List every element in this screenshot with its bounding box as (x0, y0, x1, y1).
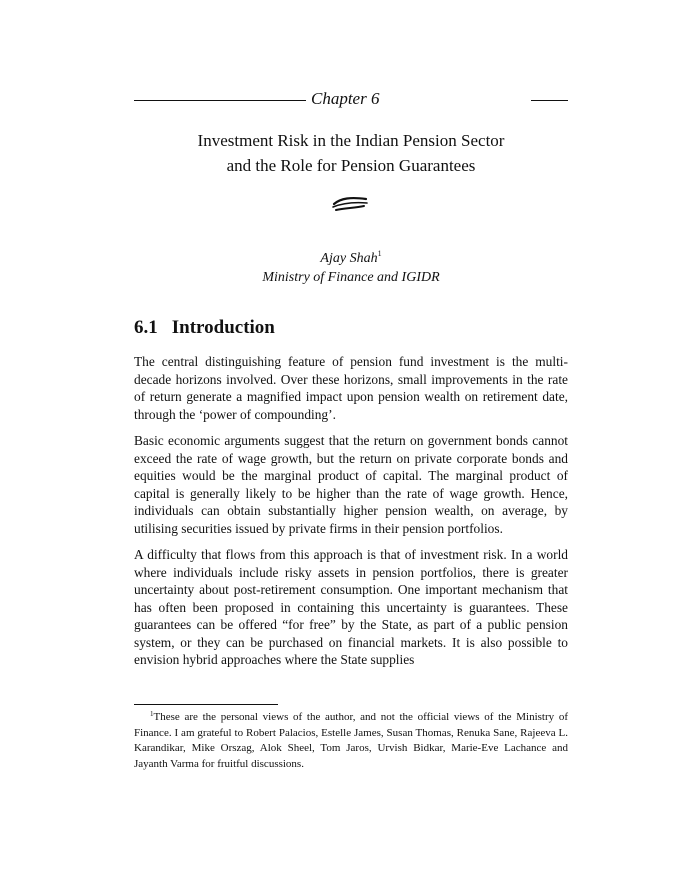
paragraph-1: The central distinguishing feature of pension fund investment is the multi-decade horizons involved. Over these horizons, small improvements in the rate of return generate a magnified impact upon pension wealth on retirement date, through the ‘power of compounding’. (134, 354, 568, 422)
chapter-title-line-1: Investment Risk in the Indian Pension Sector (197, 131, 505, 150)
footnote-text: These are the personal views of the author, and not the official views of the Ministry of Finance. I am grateful to Robert Palacios, Estelle James, Susan Thomas, Renuka Sane, Rajeeva L. Karandikar, Mike Orszag, Alok Sheel, Tom Jaros, Urvish Bidkar, Marie-Eve Lachance and Jayanth Varma for fruitful discussions. (134, 711, 568, 770)
body-text (134, 353, 568, 678)
paragraph-2: Basic economic arguments suggest that the return on government bonds cannot exceed the rate of wage growth, but the return on private corporate bonds and equities would be the marginal product of capital. The marginal product of capital is generally likely to be higher than the rate of wage growth. Hence, individuals can obtain substantially higher pension wealth, on average, by utilising securities issued by private firms in their pension portfolios. (134, 433, 568, 536)
author-name: Ajay Shah (320, 251, 378, 266)
section-title: Introduction (171, 317, 275, 338)
decorative-flourish-icon (331, 195, 369, 213)
footnote-divider (134, 704, 278, 705)
author-block (134, 249, 568, 287)
section-number: 6.1 (134, 317, 158, 338)
author-name-line (134, 249, 568, 268)
chapter-title-line-2: and the Role for Pension Guarantees (226, 156, 476, 175)
chapter-rule-right (531, 100, 568, 101)
chapter-title (134, 128, 568, 178)
chapter-header (134, 89, 568, 111)
footnote-mark: 1 (150, 710, 154, 718)
author-affiliation: Ministry of Finance and IGIDR (262, 270, 440, 285)
paragraph-3: A difficulty that flows from this approach is that of investment risk. In a world where individuals include risky assets in pension portfolios, there is greater uncertainty about post-retirement consumption. One important mechanism that has often been proposed in containing this uncertainty is guarantees. These guarantees can be offered “for free” by the State, as part of a public pension system, or they can be purchased on financial markets. It is also possible to envision hybrid approaches where the State supplies (134, 547, 568, 667)
footnote (134, 710, 568, 772)
section-heading (134, 317, 275, 339)
chapter-rule-left (134, 100, 306, 101)
author-footnote-mark[interactable]: 1 (377, 249, 382, 258)
chapter-label: Chapter 6 (311, 89, 380, 108)
